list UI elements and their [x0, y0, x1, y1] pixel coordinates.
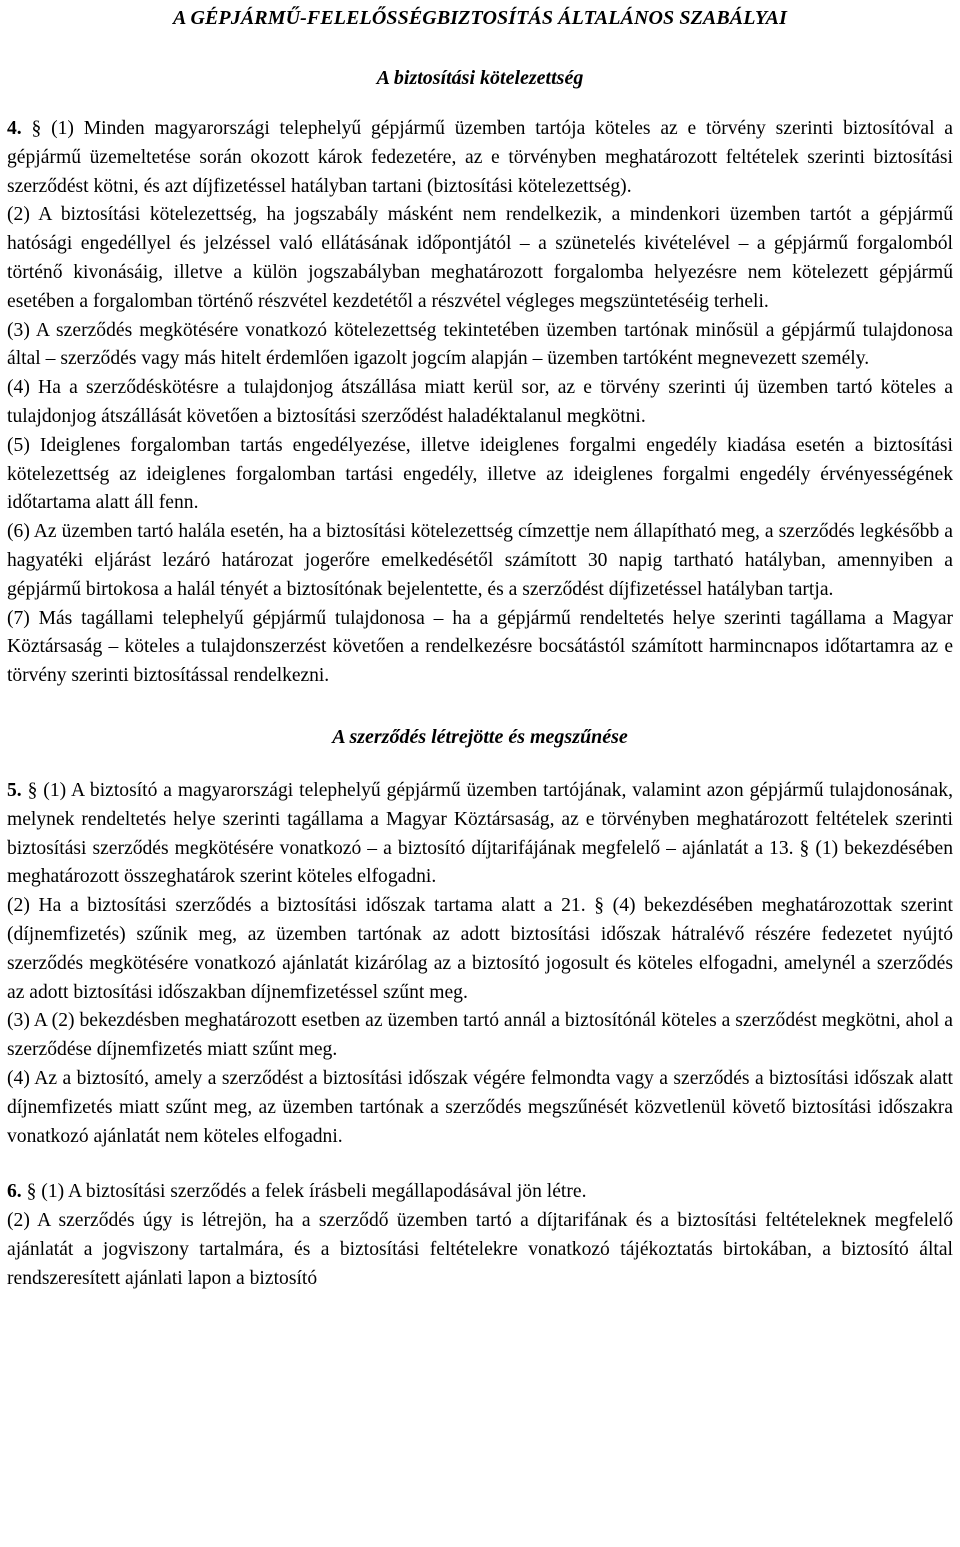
article-5-paragraph-3: (3) A (2) bekezdésben meghatározott esetben az üzemben tartó annál a biztosítónál köteles a szerződést megkötni, ahol a szerződése díjnemfizetés miatt szűnt meg. — [7, 1010, 953, 1061]
article-4-paragraph-7: (7) Más tagállami telephelyű gépjármű tulajdonosa – ha a gépjármű rendeltetés helye szerinti tagállama a Magyar Köztársaság – köteles a tulajdonszerzést követően a rendelkezésre bocsátástól számított harmincnapos időtartamra az e törvény szerinti biztosítással rendelkezni. — [7, 607, 953, 687]
article-4 — [7, 115, 953, 691]
article-number: 6. — [7, 1181, 22, 1203]
article-6 — [7, 1178, 953, 1293]
article-4-paragraph-1 — [7, 115, 953, 201]
article-4-paragraph-5: (5) Ideiglenes forgalomban tartás engedélyezése, illetve ideiglenes forgalmi engedély kiadása esetén a biztosítási kötelezettség az ideiglenes forgalomban tartási engedély, illetve az ideiglenes forgalmi engedély érvényességének időtartama alatt áll fenn. — [7, 434, 953, 514]
section-heading-szerzodes-letrejotte: A szerződés létrejötte és megszűnése — [332, 725, 628, 748]
document-title: A GÉPJÁRMŰ-FELELŐSSÉGBIZTOSÍTÁS ÁLTALÁNOS SZABÁLYAI — [173, 7, 787, 29]
article-4-paragraph-3: (3) A szerződés megkötésére vonatkozó kötelezettség tekintetében üzemben tartónak minősül a gépjármű tulajdonosa által – szerződés vagy más hitelt érdemlően igazolt jogcím alapján – üzemben tartóként megnevezett személy. — [7, 319, 953, 370]
document-page — [7, 0, 953, 1293]
paragraph-text: § (1) A biztosítási szerződés a felek írásbeli megállapodásával jön létre. — [26, 1181, 587, 1203]
article-4-paragraph-2: (2) A biztosítási kötelezettség, ha jogszabály másként nem rendelkezik, a mindenkori üzemben tartót a gépjármű hatósági engedéllyel és jelzéssel való ellátásának időpontjától – a szünetelés kivételével – a gépjármű forgalomból történő kivonásáig, illetve a külön jogszabályban meghatározott forgalomba helyezésre nem kötelezett gépjármű esetében a forgalomban történő részvétel kezdetétől a részvétel végleges megszüntetéséig terheli. — [7, 204, 953, 312]
article-5-paragraph-2: (2) Ha a biztosítási szerződés a biztosítási időszak tartama alatt a 21. § (4) bekezdésében meghatározottak szerint (díjnemfizetés) szűnik meg, az üzemben tartónak az adott biztosítási időszak hátralévő részére fedezetet nyújtó szerződés megkötésére vonatkozó ajánlatát kizárólag az a biztosító jogosult és köteles elfogadni, amelynél a szerződés az adott biztosítási időszakban díjnemfizetéssel szűnt meg. — [7, 895, 953, 1003]
article-4-paragraph-6: (6) Az üzemben tartó halála esetén, ha a biztosítási kötelezettség címzettje nem állapítható meg, a szerződés legkésőbb a hagyatéki eljárást lezáró határozat jogerőre emelkedésétől számított 30 napig tartható hatályban, amennyiben a gépjármű birtokosa a halál tényét a biztosítónak bejelentette, és a szerződést díjfizetéssel hatályban tartja. — [7, 521, 953, 600]
article-number: 4. — [7, 118, 22, 139]
paragraph-text: § (1) Minden magyarországi telephelyű gépjármű üzemben tartója köteles az e törvény szerinti biztosítóval a gépjármű üzemeltetése során okozott károk fedezetére, az e törvényben meghatározott feltételek szerinti biztosítási szerződést kötni, és azt díjfizetéssel hatályban tartani (biztosítási kötelezettség). — [7, 118, 953, 197]
article-number: 5. — [7, 779, 22, 801]
article-6-paragraph-1 — [7, 1178, 953, 1207]
article-5-paragraph-4: (4) Az a biztosító, amely a szerződést a biztosítási időszak végére felmondta vagy a szerződés a biztosítási időszak alatt díjnemfizetés miatt szűnt meg, az üzemben tartónak a szerződés megszűnését közvetlenül követő biztosítási időszakra vonatkozó ajánlatát nem köteles elfogadni. — [7, 1067, 953, 1147]
article-4-paragraph-4: (4) Ha a szerződéskötésre a tulajdonjog átszállása miatt kerül sor, az e törvény szerinti új üzemben tartó köteles a tulajdonjog átszállását követően a biztosítási szerződést haladéktalanul megkötni. — [7, 377, 953, 427]
section-heading-biztositasi-kotelezettseg: A biztosítási kötelezettség — [376, 67, 584, 89]
article-5-paragraph-1 — [7, 777, 953, 892]
article-6-paragraph-2: (2) A szerződés úgy is létrejön, ha a szerződő üzemben tartó a díjtarifának és a biztosítási feltételeknek megfelelő ajánlatát a jogviszony tartalmára, és a biztosítási feltételekre vonatkozó tájékoztatás birtokában, a biztosító által rendszeresített ajánlati lapon a biztosító — [7, 1210, 953, 1289]
article-5 — [7, 777, 953, 1151]
paragraph-text: § (1) A biztosító a magyarországi telephelyű gépjármű üzemben tartójának, valamint azon gépjármű tulajdonosának, melynek rendeltetés helye szerinti tagállama a Magyar Köztársaság, az e törvényben meghatározott feltételek szerinti biztosítási szerződés megkötésére vonatkozó – a biztosító díjtarifájának megfelelő – ajánlatát a 13. § (1) bekezdésében meghatározott összeghatárok szerint köteles elfogadni. — [7, 779, 953, 888]
